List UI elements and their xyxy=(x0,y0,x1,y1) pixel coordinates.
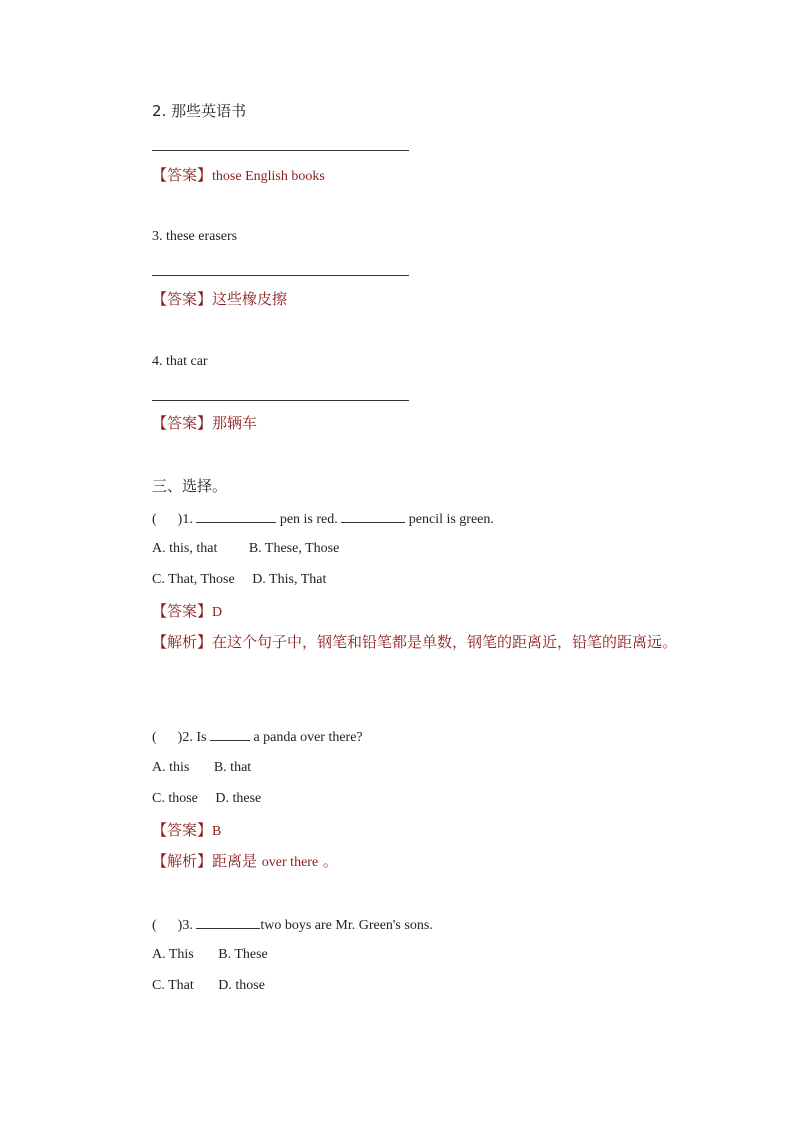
answer-text: those English books xyxy=(212,169,325,184)
question-2-options-a-b: A. this B. that xyxy=(152,760,252,775)
item-2-answer xyxy=(152,165,325,187)
question-2 xyxy=(152,726,363,748)
item-4-answer xyxy=(152,413,257,435)
item-4-prompt: 4. that car xyxy=(152,354,208,369)
question-1-options-c-d: C. That, Those D. This, That xyxy=(152,572,327,587)
item-3-prompt: 3. these erasers xyxy=(152,229,238,244)
question-number: ( )3. xyxy=(152,918,197,933)
question-3-options-a-b: A. This B. These xyxy=(152,947,268,962)
analysis-end: 。 xyxy=(318,852,338,870)
answer-text: D xyxy=(212,605,223,620)
answer-tag: 【答案】 xyxy=(152,166,213,184)
item-4-answer-line xyxy=(152,400,409,401)
analysis-text-en: over there xyxy=(261,855,319,870)
question-1-options-a-b: A. this, that B. These, Those xyxy=(152,541,340,556)
analysis-text: 距离是 xyxy=(212,852,262,870)
question-text: a panda over there? xyxy=(249,730,363,745)
item-3-answer xyxy=(152,289,287,311)
blank xyxy=(210,726,250,741)
question-number: ( )2. Is xyxy=(152,730,210,745)
question-3 xyxy=(152,914,433,936)
answer-tag: 【答案】 xyxy=(152,414,213,432)
item-3-answer-line xyxy=(152,275,409,276)
question-2-analysis xyxy=(152,851,338,873)
question-2-options-c-d: C. those D. these xyxy=(152,791,262,806)
analysis-tag: 【解析】 xyxy=(152,633,213,651)
question-2-answer xyxy=(152,820,221,842)
question-text: pencil is green. xyxy=(405,512,494,527)
question-text: two boys are Mr. Green's sons. xyxy=(260,918,433,933)
question-3-options-c-d: C. That D. those xyxy=(152,978,265,993)
question-1-answer xyxy=(152,601,222,623)
answer-text: 那辆车 xyxy=(212,414,258,432)
section-3-title: 三、选择。 xyxy=(152,477,228,495)
blank xyxy=(196,508,276,523)
item-2-prompt: 2. 那些英语书 xyxy=(152,102,247,120)
answer-tag: 【答案】 xyxy=(152,290,213,308)
question-1 xyxy=(152,508,494,530)
answer-tag: 【答案】 xyxy=(152,821,213,839)
item-2-answer-line xyxy=(152,150,409,151)
analysis-text: 在这个句子中，钢笔和铅笔都是单数，钢笔的距离近，铅笔的距离远。 xyxy=(212,633,678,651)
question-text: pen is red. xyxy=(276,512,342,527)
question-number: ( )1. xyxy=(152,512,197,527)
question-1-analysis xyxy=(120,627,680,658)
blank xyxy=(196,914,260,929)
blank xyxy=(341,508,405,523)
analysis-tag: 【解析】 xyxy=(152,852,213,870)
answer-text: B xyxy=(212,824,222,839)
answer-text: 这些橡皮擦 xyxy=(212,290,288,308)
answer-tag: 【答案】 xyxy=(152,602,213,620)
